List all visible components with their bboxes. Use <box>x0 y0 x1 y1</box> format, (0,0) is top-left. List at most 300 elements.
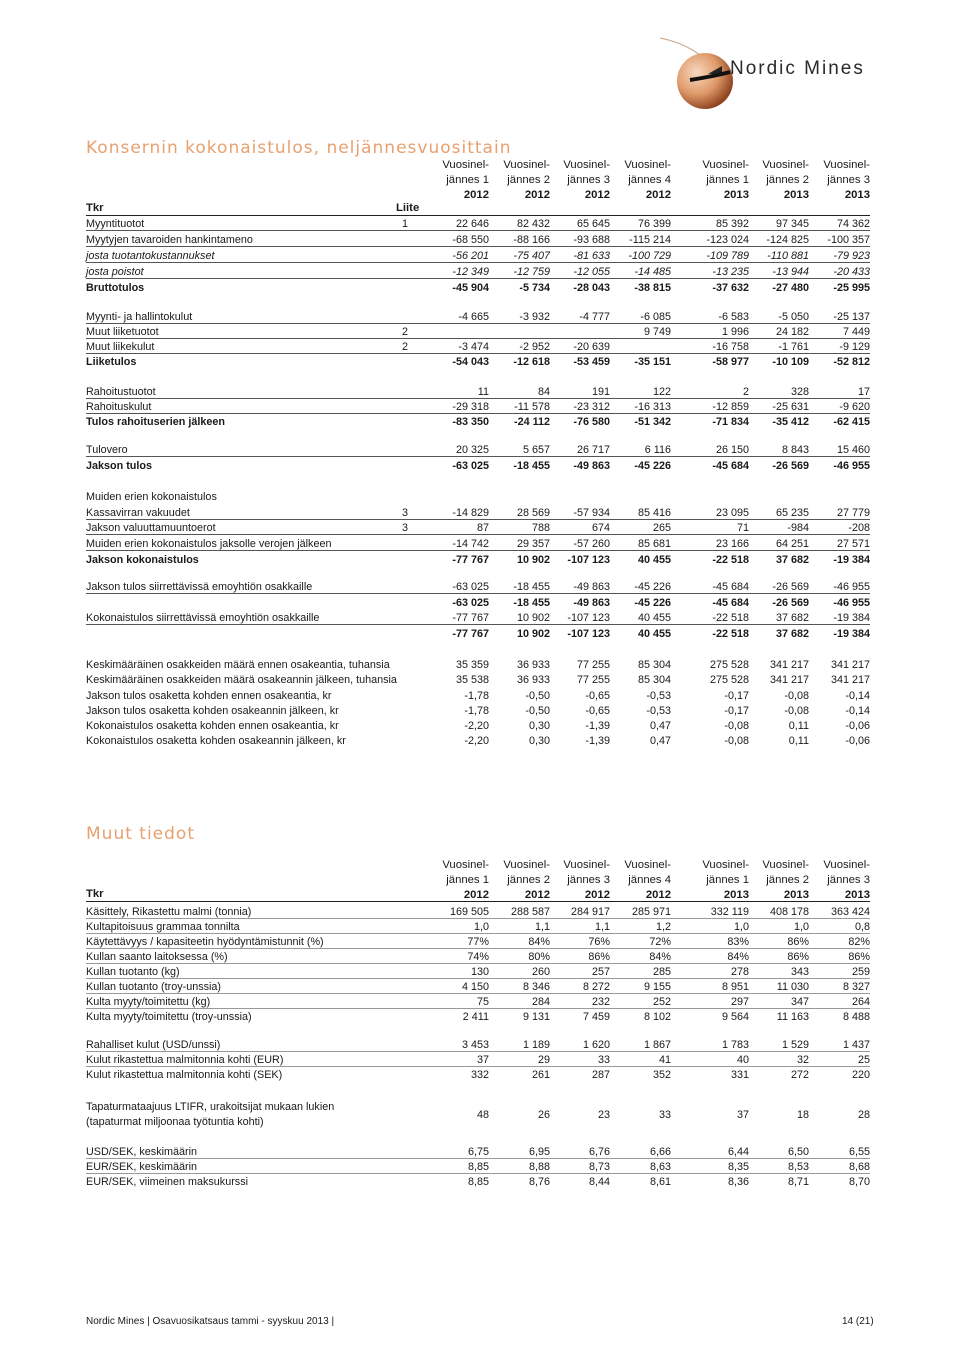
table-row <box>86 920 876 934</box>
s2-col-header-2-line-1: Vuosinel- <box>503 859 550 871</box>
cell-value: 275 528 <box>709 659 749 671</box>
cell-value: 23 095 <box>715 507 749 519</box>
cell-value: 35 359 <box>455 659 489 671</box>
cell-value: -45 684 <box>712 460 749 472</box>
cell-value: 85 304 <box>637 674 671 686</box>
cell-value: -88 166 <box>513 234 550 246</box>
cell-value: 24 182 <box>775 326 809 338</box>
row-liite: 2 <box>402 341 409 353</box>
cell-value: 10 902 <box>516 612 550 624</box>
cell-value: 9 155 <box>643 981 671 993</box>
cell-value: 48 <box>476 1109 489 1121</box>
cell-value: -4 665 <box>458 311 489 323</box>
page-number: 14 (21) <box>842 1316 874 1327</box>
cell-value: -12 055 <box>573 266 610 278</box>
cell-value: -0,50 <box>525 705 550 717</box>
s2-col-header-6-line-2: jännes 2 <box>766 874 809 886</box>
cell-value: 85 416 <box>637 507 671 519</box>
row-label: Jakson tulos <box>86 460 152 472</box>
row-divider <box>86 456 870 457</box>
row-label: Rahoituskulut <box>86 401 152 413</box>
s2-col-header-2-line-2: jännes 2 <box>507 874 550 886</box>
row-liite: 2 <box>402 326 409 338</box>
cell-value: -16 313 <box>634 401 671 413</box>
s1-col-header-4-line-1: Vuosinel- <box>624 159 671 171</box>
section-title-konserni: Konsernin kokonaistulos, neljännesvuosittain <box>86 138 512 158</box>
cell-value: -53 459 <box>573 356 610 368</box>
cell-value: 1 996 <box>721 326 749 338</box>
s2-col-header-4-line-2: jännes 4 <box>628 874 671 886</box>
cell-value: -20 639 <box>573 341 610 353</box>
cell-value: 6,55 <box>848 1146 870 1158</box>
cell-value: 11 163 <box>776 1011 809 1023</box>
cell-value: -12 618 <box>513 356 550 368</box>
s2-col-header-5-line-3: 2013 <box>723 889 749 901</box>
s2-col-header-6-line-3: 2013 <box>783 889 809 901</box>
row-divider <box>86 1008 870 1009</box>
row-label: Rahoitustuotot <box>86 386 156 398</box>
cell-value: 272 <box>790 1069 809 1081</box>
cell-value: 40 <box>736 1054 749 1066</box>
row-divider <box>86 278 870 279</box>
cell-value: 9 564 <box>721 1011 749 1023</box>
cell-value: 0,8 <box>854 921 870 933</box>
table-row <box>86 400 876 414</box>
row-label: Tulos rahoituserien jälkeen <box>86 416 225 428</box>
cell-value: 23 <box>597 1109 610 1121</box>
cell-value: 0,11 <box>788 720 809 732</box>
table-row <box>86 537 876 551</box>
cell-value: 6,75 <box>467 1146 489 1158</box>
cell-value: -56 201 <box>452 250 489 262</box>
row-divider <box>86 963 870 964</box>
cell-value: 130 <box>470 966 489 978</box>
cell-value: 86% <box>787 951 809 963</box>
cell-value: 71 <box>736 522 749 534</box>
cell-value: -123 024 <box>706 234 749 246</box>
row-divider <box>86 1051 870 1052</box>
cell-value: -2,20 <box>464 720 489 732</box>
row-label: Liiketulos <box>86 356 137 368</box>
cell-value: 40 455 <box>637 612 671 624</box>
row-label: Kullan saanto laitoksessa (%) <box>86 951 228 963</box>
cell-value: -63 025 <box>452 460 489 472</box>
s2-col-header-3-line-3: 2012 <box>584 889 610 901</box>
cell-value: 278 <box>730 966 749 978</box>
cell-value: 10 902 <box>516 554 550 566</box>
cell-value: -0,53 <box>646 690 671 702</box>
cell-value: -5 050 <box>778 311 809 323</box>
cell-value: -0,65 <box>585 690 610 702</box>
row-label: Tulovero <box>86 444 128 456</box>
cell-value: -45 904 <box>452 282 489 294</box>
cell-value: 86% <box>588 951 610 963</box>
table-row <box>86 281 876 295</box>
s1-col-header-3-line-3: 2012 <box>584 189 610 201</box>
cell-value: 408 178 <box>769 906 809 918</box>
row-divider <box>86 1066 870 1067</box>
cell-value: -0,65 <box>585 705 610 717</box>
cell-value: 85 681 <box>637 538 671 550</box>
cell-value: -208 <box>848 522 870 534</box>
cell-value: 29 <box>537 1054 550 1066</box>
row-divider <box>86 398 870 399</box>
table-row <box>86 658 876 672</box>
cell-value: -0,08 <box>784 690 809 702</box>
cell-value: 76% <box>588 936 610 948</box>
cell-value: 8,35 <box>727 1161 749 1173</box>
row-divider <box>86 918 870 919</box>
cell-value: 341 217 <box>830 674 870 686</box>
cell-value: -0,14 <box>845 705 870 717</box>
cell-value: -3 932 <box>519 311 550 323</box>
row-divider <box>86 519 870 520</box>
cell-value: 328 <box>790 386 809 398</box>
cell-value: 341 217 <box>830 659 870 671</box>
cell-value: 1,1 <box>594 921 610 933</box>
cell-value: -0,17 <box>724 705 749 717</box>
cell-value: -25 631 <box>772 401 809 413</box>
cell-value: 1 437 <box>842 1039 870 1051</box>
cell-value: 8,70 <box>848 1176 870 1188</box>
cell-value: -75 407 <box>513 250 550 262</box>
table-row <box>86 490 876 504</box>
table-row <box>86 719 876 733</box>
section-title-muut-tiedot: Muut tiedot <box>86 824 195 844</box>
cell-value: 6,95 <box>528 1146 550 1158</box>
cell-value: 27 571 <box>836 538 870 550</box>
cell-value: 264 <box>851 996 870 1008</box>
table-row <box>86 265 876 279</box>
cell-value: -25 137 <box>833 311 870 323</box>
cell-value: 84% <box>727 951 749 963</box>
cell-value: -49 863 <box>573 581 610 593</box>
s1-col-header-1-line-2: jännes 1 <box>446 174 489 186</box>
cell-value: 65 645 <box>576 218 610 230</box>
cell-value: 17 <box>857 386 870 398</box>
liite-label: Liite <box>396 202 420 214</box>
cell-value: -35 412 <box>772 416 809 428</box>
cell-value: -54 043 <box>452 356 489 368</box>
cell-value: -83 350 <box>452 416 489 428</box>
row-label: EUR/SEK, viimeinen maksukurssi <box>86 1176 249 1188</box>
row-label: josta poistot <box>86 266 144 278</box>
cell-value: -984 <box>787 522 809 534</box>
table-row <box>86 580 876 594</box>
cell-value: -49 863 <box>573 597 610 609</box>
row-label: Tapaturmataajuus LTIFR, urakoitsijat mukaan lukien <box>86 1101 335 1113</box>
cell-value: 74 362 <box>836 218 870 230</box>
cell-value: 288 587 <box>510 906 550 918</box>
cell-value: -58 977 <box>712 356 749 368</box>
cell-value: -45 226 <box>634 581 671 593</box>
cell-value: -26 569 <box>772 581 809 593</box>
cell-value: 33 <box>658 1109 671 1121</box>
cell-value: 3 453 <box>461 1039 489 1051</box>
cell-value: 284 917 <box>570 906 610 918</box>
cell-value: -63 025 <box>452 581 489 593</box>
table-row <box>86 1100 876 1128</box>
row-divider <box>86 230 870 231</box>
s2-col-header-1-line-3: 2012 <box>463 889 489 901</box>
cell-value: 191 <box>591 386 610 398</box>
cell-value: -110 881 <box>767 250 809 262</box>
cell-value: -45 226 <box>634 460 671 472</box>
cell-value: 8,76 <box>528 1176 550 1188</box>
cell-value: -22 518 <box>712 554 749 566</box>
cell-value: 84% <box>528 936 550 948</box>
cell-value: 23 166 <box>715 538 749 550</box>
cell-value: 8,61 <box>649 1176 671 1188</box>
cell-value: 9 131 <box>522 1011 550 1023</box>
row-label: Kullan tuotanto (troy-unssia) <box>86 981 222 993</box>
table-row <box>86 1175 876 1189</box>
header-divider-2 <box>86 901 870 902</box>
row-liite: 1 <box>402 218 409 230</box>
cell-value: 0,30 <box>528 720 550 732</box>
s1-col-header-5-line-2: jännes 1 <box>706 174 749 186</box>
cell-value: -10 109 <box>772 356 809 368</box>
s2-col-header-3-line-1: Vuosinel- <box>563 859 610 871</box>
cell-value: -13 235 <box>712 266 749 278</box>
cell-value: 8,63 <box>649 1161 671 1173</box>
cell-value: 1 620 <box>582 1039 610 1051</box>
cell-value: -0,50 <box>525 690 550 702</box>
cell-value: 6,76 <box>588 1146 610 1158</box>
cell-value: -12 349 <box>452 266 489 278</box>
table-row <box>86 596 876 610</box>
s2-col-header-4-line-1: Vuosinel- <box>624 859 671 871</box>
cell-value: 352 <box>652 1069 671 1081</box>
row-liite: 3 <box>402 507 409 519</box>
cell-value: 8 488 <box>842 1011 870 1023</box>
table-row <box>86 689 876 703</box>
cell-value: 788 <box>531 522 550 534</box>
cell-value: -4 777 <box>579 311 610 323</box>
cell-value: -0,08 <box>784 705 809 717</box>
cell-value: -109 789 <box>706 250 749 262</box>
cell-value: 260 <box>531 966 550 978</box>
cell-value: 26 150 <box>715 444 749 456</box>
row-divider <box>86 353 870 354</box>
cell-value: 0,47 <box>649 735 671 747</box>
cell-value: -14 829 <box>452 507 489 519</box>
cell-value: 252 <box>652 996 671 1008</box>
row-divider <box>86 534 870 535</box>
cell-value: 331 <box>730 1069 749 1081</box>
s1-col-header-5-line-3: 2013 <box>723 189 749 201</box>
table-row <box>86 340 876 354</box>
row-divider <box>86 550 870 551</box>
row-label: Jakson tulos osaketta kohden osakeannin jälkeen, kr <box>86 705 339 717</box>
row-label: Jakson kokonaistulos <box>86 554 199 566</box>
cell-value: -107 123 <box>567 612 610 624</box>
cell-value: 11 030 <box>776 981 809 993</box>
table-row <box>86 980 876 994</box>
table-row <box>86 1038 876 1052</box>
cell-value: 122 <box>652 386 671 398</box>
s2-col-header-4-line-3: 2012 <box>645 889 671 901</box>
row-label: Kokonaistulos siirrettävissä emoyhtiön osakkaille <box>86 612 320 624</box>
cell-value: 26 <box>537 1109 550 1121</box>
cell-value: 220 <box>851 1069 870 1081</box>
row-divider <box>86 413 870 414</box>
cell-value: -115 214 <box>629 234 671 246</box>
cell-value: 82 432 <box>516 218 550 230</box>
row-divider <box>86 993 870 994</box>
cell-value: -29 318 <box>452 401 489 413</box>
cell-value: 1,0 <box>473 921 489 933</box>
s1-col-header-1-line-3: 2012 <box>463 189 489 201</box>
table-row <box>86 385 876 399</box>
cell-value: -22 518 <box>712 628 749 640</box>
table-row <box>86 521 876 535</box>
cell-value: -0,53 <box>646 705 671 717</box>
cell-value: -11 578 <box>514 401 550 413</box>
cell-value: 1,2 <box>655 921 671 933</box>
cell-value: 8 327 <box>842 981 870 993</box>
cell-value: -51 342 <box>634 416 671 428</box>
table-row <box>86 995 876 1009</box>
cell-value: -0,17 <box>724 690 749 702</box>
cell-value: -77 767 <box>452 612 489 624</box>
cell-value: -76 580 <box>573 416 610 428</box>
cell-value: 8,88 <box>528 1161 550 1173</box>
cell-value: -16 758 <box>712 341 749 353</box>
cell-value: 1 783 <box>721 1039 749 1051</box>
cell-value: 97 345 <box>775 218 809 230</box>
cell-value: -0,08 <box>724 735 749 747</box>
cell-value: -45 684 <box>712 581 749 593</box>
cell-value: 332 <box>470 1069 489 1081</box>
s1-col-header-2-line-1: Vuosinel- <box>503 159 550 171</box>
cell-value: -3 474 <box>458 341 489 353</box>
cell-value: -46 955 <box>833 597 870 609</box>
row-label: Käsittely, Rikastettu malmi (tonnia) <box>86 906 252 918</box>
table-row <box>86 443 876 457</box>
cell-value: -52 812 <box>833 356 870 368</box>
cell-value: 85 392 <box>715 218 749 230</box>
cell-value: 77 255 <box>576 659 610 671</box>
tkr-label: Tkr <box>86 202 104 214</box>
cell-value: 347 <box>790 996 809 1008</box>
cell-value: -14 742 <box>452 538 489 550</box>
cell-value: 232 <box>591 996 610 1008</box>
cell-value: -18 455 <box>513 460 550 472</box>
row-divider <box>86 593 870 594</box>
cell-value: 83% <box>727 936 749 948</box>
row-label: Keskimääräinen osakkeiden määrä osakeannin jälkeen, tuhansia <box>86 674 397 686</box>
cell-value: 80% <box>528 951 550 963</box>
cell-value: -19 384 <box>833 628 870 640</box>
cell-value: 8,73 <box>588 1161 610 1173</box>
table-row <box>86 627 876 641</box>
cell-value: -62 415 <box>833 416 870 428</box>
cell-value: 8 102 <box>643 1011 671 1023</box>
table-row <box>86 1160 876 1174</box>
cell-value: -12 859 <box>712 401 749 413</box>
cell-value: 297 <box>730 996 749 1008</box>
cell-value: 86% <box>848 951 870 963</box>
row-label: Jakson valuuttamuuntoerot <box>86 522 216 534</box>
cell-value: -2 952 <box>519 341 550 353</box>
row-label: Kultapitoisuus grammaa tonnilta <box>86 921 240 933</box>
cell-value: 22 646 <box>455 218 489 230</box>
cell-value: 41 <box>658 1054 671 1066</box>
s1-col-header-4-line-2: jännes 4 <box>628 174 671 186</box>
cell-value: -5 734 <box>519 282 550 294</box>
cell-value: -81 633 <box>573 250 610 262</box>
cell-value: 8 951 <box>721 981 749 993</box>
s1-col-header-5-line-1: Vuosinel- <box>702 159 749 171</box>
cell-value: -27 480 <box>772 282 809 294</box>
row-label: Kulta myyty/toimitettu (kg) <box>86 996 211 1008</box>
table-row <box>86 506 876 520</box>
cell-value: 20 325 <box>455 444 489 456</box>
row-label: Muiden erien kokonaistulos <box>86 491 217 503</box>
cell-value: 77 255 <box>576 674 610 686</box>
s2-col-header-2-line-3: 2012 <box>524 889 550 901</box>
row-label: USD/SEK, keskimäärin <box>86 1146 198 1158</box>
cell-value: -63 025 <box>452 597 489 609</box>
cell-value: 7 459 <box>582 1011 610 1023</box>
cell-value: 4 150 <box>461 981 489 993</box>
cell-value: -18 455 <box>513 581 550 593</box>
s1-col-header-3-line-2: jännes 3 <box>567 174 610 186</box>
row-label: Jakson tulos osaketta kohden ennen osakeantia, kr <box>86 690 332 702</box>
cell-value: -25 995 <box>833 282 870 294</box>
s2-col-header-5-line-2: jännes 1 <box>706 874 749 886</box>
cell-value: 77% <box>467 936 489 948</box>
table-row <box>86 673 876 687</box>
row-liite: 3 <box>402 522 409 534</box>
row-label: EUR/SEK, keskimäärin <box>86 1161 198 1173</box>
cell-value: -45 684 <box>712 597 749 609</box>
row-divider <box>86 1173 870 1174</box>
table-row <box>86 459 876 473</box>
cell-value: 28 <box>857 1109 870 1121</box>
cell-value: 25 <box>857 1054 870 1066</box>
row-divider <box>86 262 870 263</box>
cell-value: 674 <box>591 522 610 534</box>
cell-value: -9 620 <box>839 401 870 413</box>
table-row <box>86 310 876 324</box>
cell-value: -9 129 <box>839 341 870 353</box>
cell-value: 64 251 <box>775 538 809 550</box>
cell-value: 35 538 <box>455 674 489 686</box>
cell-value: -49 863 <box>573 460 610 472</box>
cell-value: -1,39 <box>585 735 610 747</box>
cell-value: 363 424 <box>830 906 870 918</box>
row-label: Kokonaistulos osaketta kohden ennen osakeantia, kr <box>86 720 339 732</box>
cell-value: -28 043 <box>573 282 610 294</box>
cell-value: 76 399 <box>637 218 671 230</box>
cell-value: 32 <box>796 1054 809 1066</box>
cell-value: -77 767 <box>452 628 489 640</box>
cell-value: 0,11 <box>788 735 809 747</box>
s2-col-header-7-line-2: jännes 3 <box>827 874 870 886</box>
cell-value: 265 <box>652 522 671 534</box>
row-label: Kassavirran vakuudet <box>86 507 190 519</box>
s2-col-header-6-line-1: Vuosinel- <box>762 859 809 871</box>
cell-value: 84% <box>649 951 671 963</box>
row-label: Muut liikekulut <box>86 341 155 353</box>
cell-value: 0,47 <box>649 720 671 732</box>
cell-value: 15 460 <box>836 444 870 456</box>
row-divider <box>86 246 870 247</box>
cell-value: 6,66 <box>649 1146 671 1158</box>
cell-value: -12 759 <box>513 266 550 278</box>
